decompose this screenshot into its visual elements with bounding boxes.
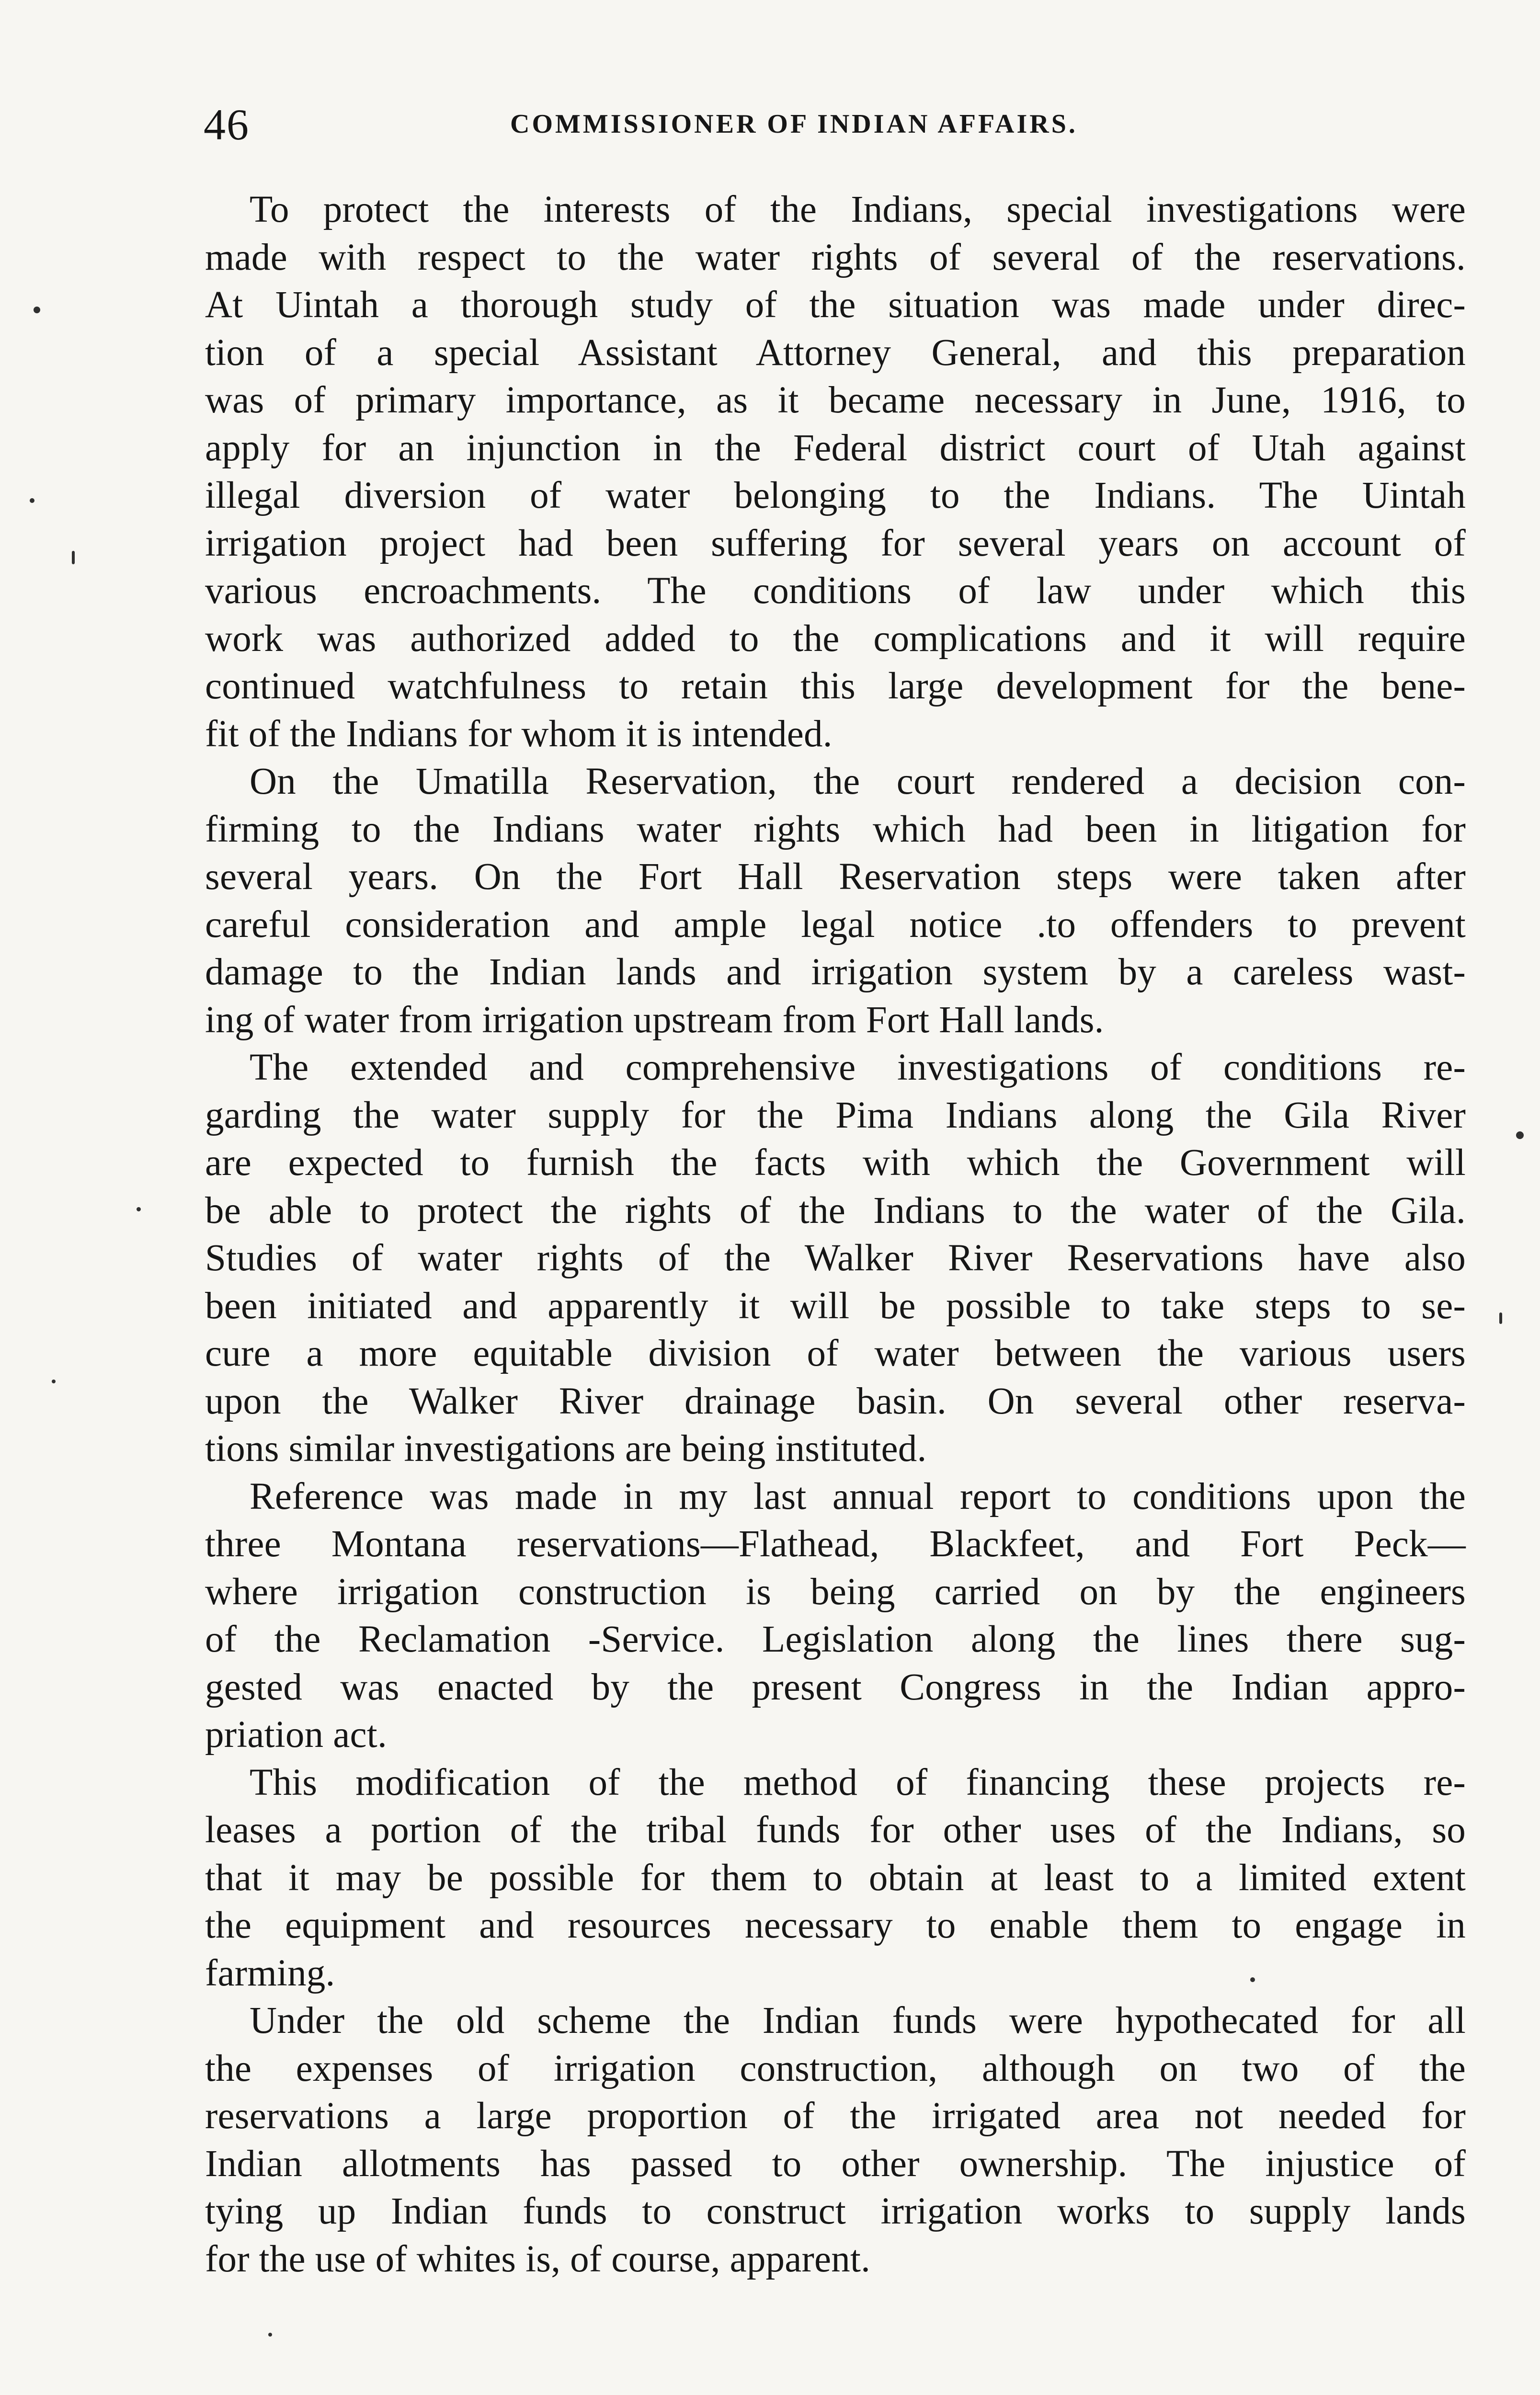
text-line: At Uintah a thorough study of the situation was made under direc-	[205, 284, 1466, 326]
paragraph-montana-reservations	[205, 1473, 1466, 1759]
scan-speck	[137, 1207, 141, 1211]
text-line: was of primary importance, as it became necessary in June, 1916, to	[205, 379, 1466, 421]
scan-speck	[30, 498, 34, 503]
paragraph-financing-modification	[205, 1759, 1466, 1997]
text-line: the equipment and resources necessary to enable them to engage in	[205, 1905, 1466, 1946]
text-line: work was authorized added to the complications and it will require	[205, 617, 1466, 660]
text-line: apply for an injunction in the Federal district court of Utah against	[205, 427, 1466, 469]
text-line: priation act.	[205, 1714, 387, 1756]
scan-speck	[72, 551, 75, 564]
text-line: tying up Indian funds to construct irrigation works to supply lands	[205, 2190, 1466, 2232]
text-line: This modification of the method of financing these projects re-	[250, 1761, 1466, 1803]
text-line: fit of the Indians for whom it is intended.	[205, 713, 833, 755]
text-line: The extended and comprehensive investigations of conditions re-	[250, 1047, 1466, 1088]
body-text	[205, 186, 1466, 2283]
text-line: upon the Walker River drainage basin. On several other reserva-	[205, 1380, 1466, 1422]
scan-speck	[34, 307, 40, 313]
text-line: been initiated and apparently it will be possible to take steps to se-	[205, 1285, 1466, 1327]
text-line: tion of a special Assistant Attorney General, and this preparation	[205, 331, 1466, 374]
text-line: damage to the Indian lands and irrigation system by a careless wast-	[205, 951, 1466, 993]
text-line: three Montana reservations—Flathead, Blackfeet, and Fort Peck—	[205, 1523, 1466, 1565]
scan-speck	[1250, 1977, 1255, 1982]
text-line: several years. On the Fort Hall Reservation steps were taken after	[205, 856, 1466, 898]
text-line: On the Umatilla Reservation, the court rendered a decision con-	[250, 761, 1466, 802]
text-line: various encroachments. The conditions of law under which this	[205, 570, 1466, 612]
scan-speck	[268, 2333, 272, 2337]
paragraph-uintah-water-rights	[205, 186, 1466, 758]
text-line: of the Reclamation -Service. Legislation along the lines there sug-	[205, 1619, 1466, 1660]
text-line: for the use of whites is, of course, apparent.	[205, 2238, 871, 2280]
paragraph-umatilla-fort-hall	[205, 758, 1466, 1044]
text-line: ing of water from irrigation upstream from Fort Hall lands.	[205, 999, 1104, 1041]
text-line: Under the old scheme the Indian funds were hypothecated for all	[250, 2000, 1466, 2041]
text-line: gested was enacted by the present Congress in the Indian appro-	[205, 1666, 1466, 1708]
scan-speck	[1499, 1312, 1502, 1324]
scan-speck	[52, 1380, 56, 1383]
text-line: the expenses of irrigation construction, although on two of the	[205, 2047, 1466, 2089]
page-header	[204, 98, 1468, 151]
text-line: firming to the Indians water rights which had been in litigation for	[205, 808, 1466, 850]
text-line: leases a portion of the tribal funds for other uses of the Indians, so	[205, 1809, 1466, 1851]
text-line: irrigation project had been suffering for several years on account of	[205, 522, 1466, 564]
text-line: farming.	[205, 1952, 335, 1994]
text-line: be able to protect the rights of the Indians to the water of the Gila.	[205, 1189, 1466, 1232]
text-line: that it may be possible for them to obtain at least to a limited extent	[205, 1857, 1466, 1899]
paragraph-old-scheme	[205, 1997, 1466, 2283]
paragraph-pima-walker-river	[205, 1044, 1466, 1473]
text-line: garding the water supply for the Pima Indians along the Gila River	[205, 1094, 1466, 1136]
text-line: reservations a large proportion of the irrigated area not needed for	[205, 2095, 1466, 2137]
scan-speck	[1516, 1131, 1524, 1139]
text-line: made with respect to the water rights of several of the reservations.	[205, 236, 1466, 278]
text-line: cure a more equitable division of water between the various users	[205, 1333, 1466, 1374]
text-line: Studies of water rights of the Walker River Reservations have also	[205, 1237, 1466, 1279]
text-line: illegal diversion of water belonging to the Indians. The Uintah	[205, 475, 1466, 516]
text-line: Reference was made in my last annual report to conditions upon the	[250, 1475, 1466, 1517]
text-line: To protect the interests of the Indians, special investigations were	[250, 189, 1466, 230]
text-line: are expected to furnish the facts with which the Government will	[205, 1142, 1466, 1184]
text-line: careful consideration and ample legal notice .to offenders to prevent	[205, 903, 1466, 946]
text-line: tions similar investigations are being instituted.	[205, 1428, 927, 1470]
text-line: where irrigation construction is being carried on by the engineers	[205, 1571, 1466, 1613]
page-number: 46	[204, 100, 250, 149]
text-line: Indian allotments has passed to other ownership. The injustice of	[205, 2143, 1466, 2185]
text-line: continued watchfulness to retain this large development for the bene-	[205, 665, 1466, 707]
running-head: COMMISSIONER OF INDIAN AFFAIRS.	[510, 109, 1078, 139]
